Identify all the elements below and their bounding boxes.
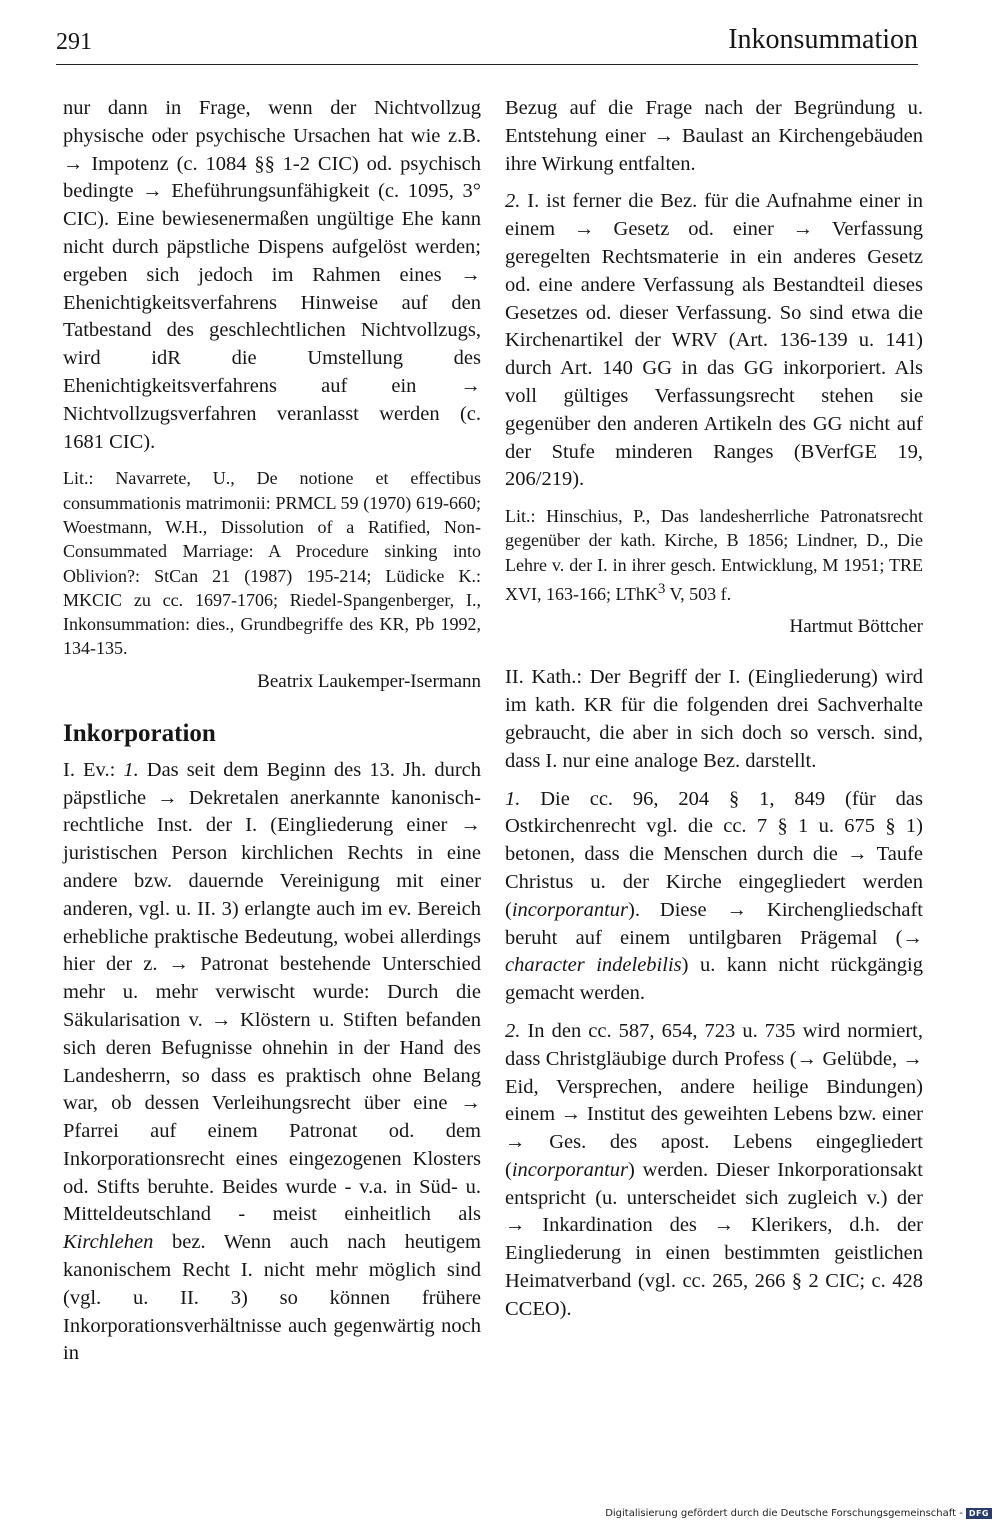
paragraph-text: Das seit dem Beginn des 13. Jh. durch päpstliche → Dekretalen anerkannte kanonisch-rechtliche Inst. der I. (Eingliederung einer → juristischen Person kirchlichen Rechts in eine andere bzw. dauernde Vereinigung mit einer anderen, vgl. u. II. 3) erlangte auch im ev. Bereich erhebliche praktische Bedeutung, wobei allerdings hier der z. → Patronat bestehende Unterschied mehr u. mehr verwischt wurde: Durch die Säkularisation v. → Klöstern u. Stiften befanden sich deren Befugnisse ohnehin in der Hand des Landesherrn, so dass es praktisch ohne Belang war, ob dessen Verleihungsrecht über eine → Pfarrei auf einem Patronat od. dem Inkorporationsrecht eines eingezogenen Klosters od. Stifts beruhte. Beides wurde - v.a. in Süd- u. Mitteldeutschland - meist einheitlich als: [63, 758, 481, 1226]
italic-term: Kirchlehen: [63, 1231, 154, 1254]
literature-note: [505, 504, 923, 606]
paragraph: II. Kath.: Der Begriff der I. (Eingliederung) wird im kath. KR für die folgenden drei Sachverhalte gebraucht, die aber in sich doch so versch. sind, dass I. nur eine analoge Bez. darstellt.: [505, 666, 923, 772]
literature-note: Lit.: Navarrete, U., De notione et effectibus consummationis matrimonii: PRMCL 59 (1970) 619-660; Woestmann, W.H., Dissolution of a Ratified, Non-Consummated Marriage: A Procedure sinking into Oblivion?: StCan 21 (1987) 195-214; Lüdicke K.: MKCIC zu cc. 1697-1706; Riedel-Spangenberger, I., Inkonsummation: dies., Grundbegriffe des KR, Pb 1992, 134-135.: [63, 468, 481, 659]
section-number: 1.: [123, 758, 139, 781]
paragraph-text: In den cc. 587, 654, 723 u. 735 wird normiert, dass Christgläubige durch Profess (→ Gelübde, → Eid, Versprechen, andere heilige Bindungen) einem → Institut des geweihten Lebens bzw. einer → Ges. des apost. Lebens eingegliedert (: [505, 1019, 923, 1181]
italic-term: incorporantur: [511, 1158, 629, 1181]
page-number: 291: [56, 29, 92, 55]
section-number: 2.: [505, 1019, 521, 1042]
superscript: 3: [657, 581, 666, 598]
section-number: 1.: [505, 787, 521, 810]
dfg-logo-icon: DFG: [966, 1508, 992, 1519]
literature-text: V, 503 f.: [665, 584, 732, 605]
paragraph-text: ) werden. Dieser Inkorporationsakt entspricht (u. unterscheidet sich zugleich v.) der → Inkardination des → Klerikers, d.h. der Eingliederung in einen bestimmten geistlichen Heimatverband (vgl. cc. 265, 266 § 2 CIC; c. 428 CCEO).: [505, 1158, 923, 1320]
paragraph: [505, 1018, 923, 1324]
footer-text: Digitalisierung gefördert durch die Deutsche Forschungsgemeinschaft -: [605, 1508, 963, 1519]
italic-term: character indelebilis: [505, 954, 682, 977]
author-signature: Hartmut Böttcher: [789, 616, 923, 638]
author-signature: Beatrix Laukemper-Isermann: [257, 670, 481, 692]
paragraph-text: ) u. kann nicht rückgängig gemacht werden.: [505, 954, 924, 1005]
paragraph: nur dann in Frage, wenn der Nichtvollzug physische oder psychische Ursachen hat wie z.B. → Impotenz (c. 1084 §§ 1-2 CIC) od. psychisch bedingte → Eheführungsunfähigkeit (c. 1095, 3° CIC). Eine bewiesenermaßen ungültige Ehe kann nicht durch päpstliche Dispens aufgelöst werden; ergeben sich jedoch im Rahmen eines → Ehenichtigkeitsverfahrens Hinweise auf den Tatbestand des geschlechtlichen Nichtvollzugs, wird idR die Umstellung des Ehenichtigkeitsverfahrens auf ein → Nichtvollzugsverfahren veranlasst werden (c. 1681 CIC).: [63, 97, 481, 453]
page-header: [56, 26, 918, 65]
paragraph: Bezug auf die Frage nach der Begründung u. Entstehung einer → Baulast an Kirchengebäuden ihre Wirkung entfalten.: [505, 97, 923, 175]
section-number: 2.: [505, 190, 521, 213]
left-column: [63, 95, 481, 1378]
right-column: [505, 95, 923, 1334]
paragraph-text: bez. Wenn auch nach heutigem kanonischem Recht I. nicht mehr möglich sind (vgl. u. II. 3) so können frühere Inkorporationsverhältnisse auch gegenwärtig noch in: [63, 1231, 481, 1365]
paragraph: [63, 757, 481, 1369]
running-head: Inkonsummation: [728, 24, 918, 55]
paragraph-text: ). Diese → Kirchengliedschaft beruht auf einem untilgbaren Prägemal (→: [505, 898, 923, 949]
paragraph-text: I. ist ferner die Bez. für die Aufnahme einer in einem → Gesetz od. einer → Verfassung geregelten Rechtsmaterie in ein anderes Gesetz od. eine andere Verfassung als Bestandteil dieses Gesetzes od. dieser Verfassung. So sind etwa die Kirchenartikel der WRV (Art. 136-139 u. 141) durch Art. 140 GG in das GG inkorporiert. Als voll gültiges Verfassungsrecht stehen sie gegenüber den anderen Artikeln des GG nicht auf der Stufe minderen Ranges (BVerfGE 19, 206/219).: [505, 190, 923, 491]
paragraph-text: Die cc. 96, 204 § 1, 849 (für das Ostkirchenrecht vgl. die cc. 7 § 1 u. 675 § 1) betonen, dass die Menschen durch die → Taufe Christus u. der Kirche eingegliedert werden (: [505, 787, 923, 921]
entry-heading: Inkorporation: [63, 719, 216, 747]
italic-term: incorporantur: [511, 898, 629, 921]
digitization-footer: [605, 1508, 992, 1519]
paragraph: [505, 786, 923, 1008]
literature-text: Lit.: Hinschius, P., Das landesherrliche Patronatsrecht gegenüber der kath. Kirche, B 1856; Lindner, D., Die Lehre v. der I. in ihrer gesch. Entwicklung, M 1951; TRE XVI, 163-166; LThK: [505, 506, 923, 605]
section-label: I. Ev.:: [63, 758, 124, 781]
paragraph: [505, 188, 923, 494]
